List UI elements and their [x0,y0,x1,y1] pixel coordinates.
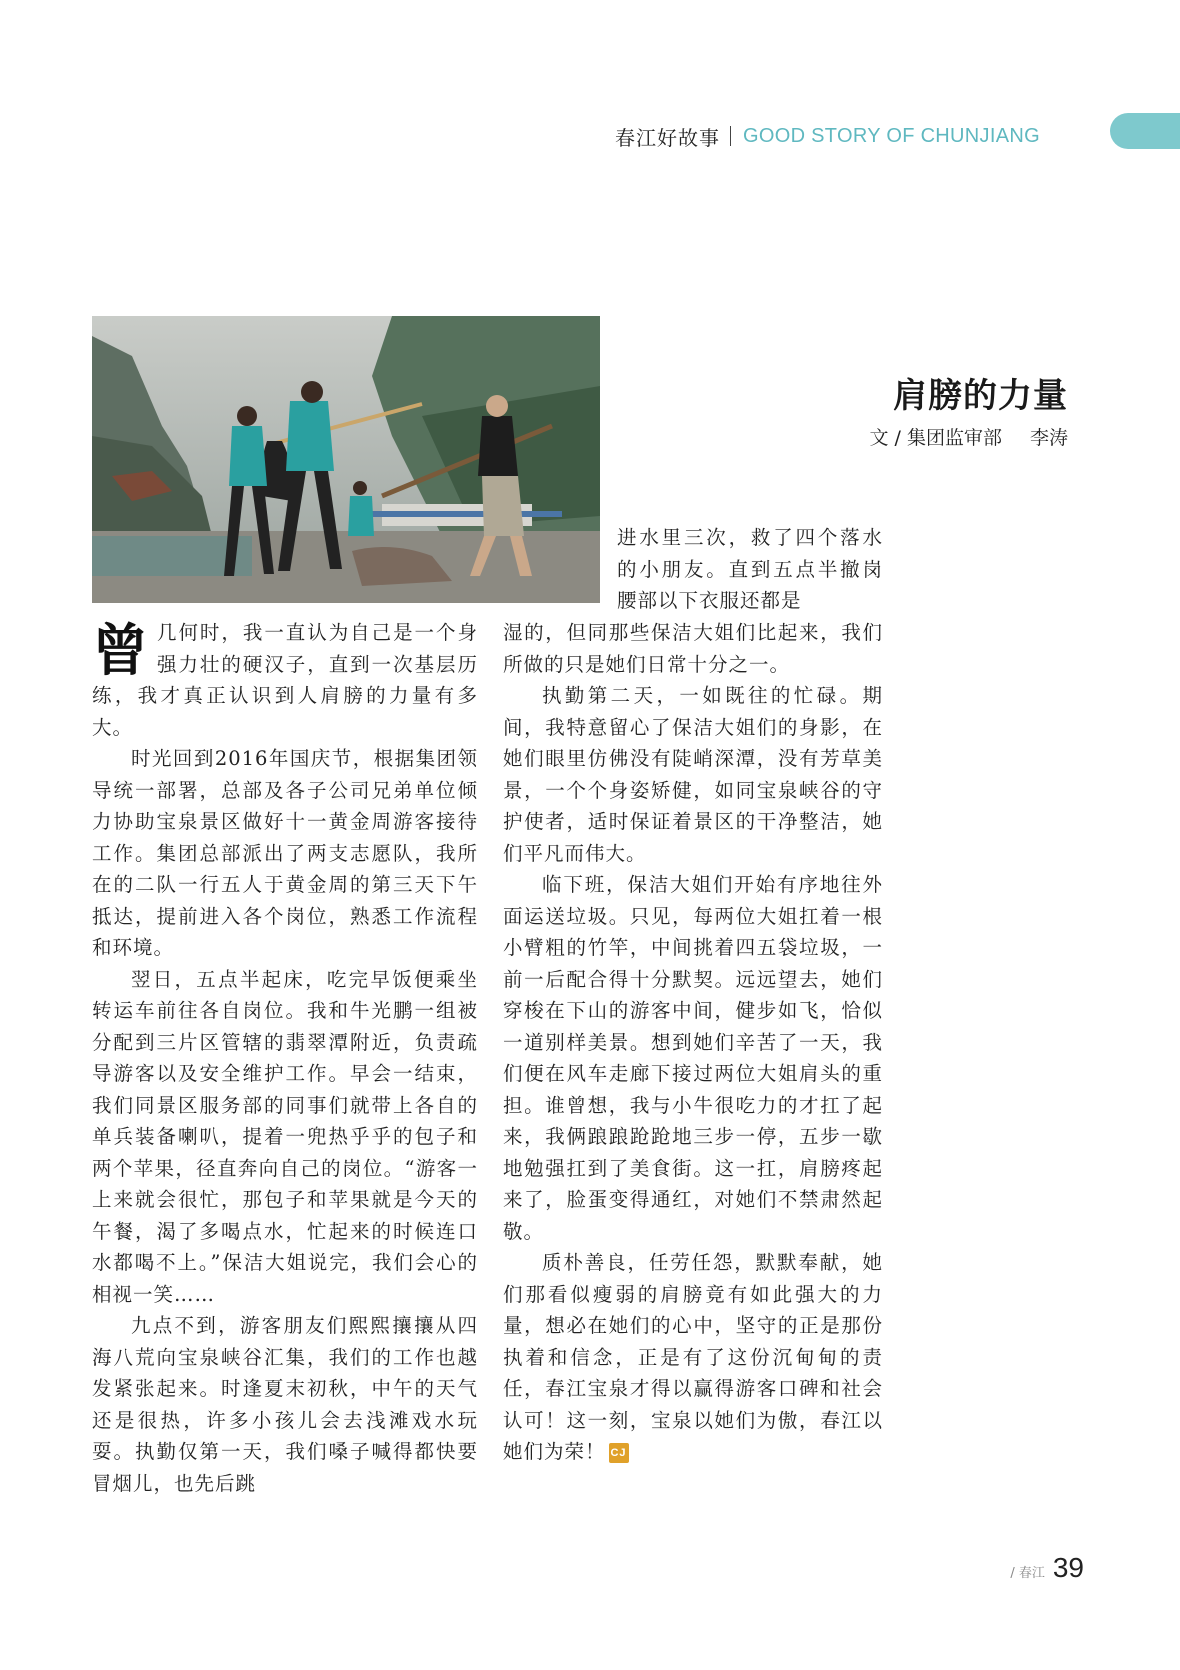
paragraph [92,617,478,743]
section-tab [1110,113,1180,149]
end-mark-icon: CJ [609,1443,629,1463]
landscape-photo-icon [92,316,600,603]
paragraph: 湿的，但同那些保洁大姐们比起来，我们所做的只是她们日常十分之一。 [503,621,883,676]
article-column-right-top [617,522,883,617]
article-photo [92,316,600,603]
article-column-right [503,617,883,1468]
article-column-left [92,617,478,1499]
article-title: 肩膀的力量 [893,376,1068,416]
paragraph: 临下班，保洁大姐们开始有序地往外面运送垃圾。只见，每两位大姐扛着一根小臂粗的竹竿，中间挑着四五袋垃圾，一前一后配合得十分默契。远远望去，她们穿梭在下山的游客中间，健步如飞，恰似一道别样美景。想到她们辛苦了一天，我们便在风车走廊下接过两位大姐肩头的重担。谁曾想，我与小牛很吃力的才扛了起来，我俩踉踉跄跄地三步一停，五步一歇地勉强扛到了美食街。这一扛，肩膀疼起来了，脸蛋变得通红，对她们不禁肃然起敬。 [503,873,883,1243]
footer-magazine-label: / 春江 [1010,1566,1045,1581]
drop-cap: 曾 [92,618,149,684]
paragraph: 进水里三次，救了四个落水的小朋友。直到五点半撤岗腰部以下衣服还都是 [617,526,883,612]
section-header [615,120,1040,152]
page-footer [1010,1552,1084,1584]
paragraph: 执勤第二天，一如既往的忙碌。期间，我特意留心了保洁大姐们的身影，在她们眼里仿佛没有陡峭深潭，没有芳草美景，一个个身姿矫健，如同宝泉峡谷的守护使者，适时保证着景区的干净整洁，她们平凡而伟大。 [503,684,883,865]
paragraph [503,1247,883,1468]
header-divider [730,126,731,146]
paragraph-text: 质朴善良，任劳任怨，默默奉献，她们那看似瘦弱的肩膀竟有如此强大的力量，想必在她们的心中，坚守的正是那份执着和信念，正是有了这份沉甸甸的责任，春江宝泉才得以赢得游客口碑和社会认可！这一刻，宝泉以她们为傲，春江以她们为荣！ [503,1251,883,1463]
paragraph: 翌日，五点半起床，吃完早饭便乘坐转运车前往各自岗位。我和牛光鹏一组被分配到三片区管辖的翡翠潭附近，负责疏导游客以及安全维护工作。早会一结束，我们同景区服务部的同事们就带上各自的单兵装备喇叭，提着一兜热乎乎的包子和两个苹果，径直奔向自己的岗位。“游客一上来就会很忙，那包子和苹果就是今天的午餐，渴了多喝点水，忙起来的时候连口水都喝不上。”保洁大姐说完，我们会心的相视一笑…… [92,967,478,1306]
paragraph-text: 几何时，我一直认为自己是一个身强力壮的硬汉子，直到一次基层历练，我才真正认识到人肩膀的力量有多大。 [92,621,478,739]
byline-department: 文 / 集团监审部 [869,427,1002,449]
page-number: 39 [1052,1552,1084,1583]
byline-author: 李涛 [1029,427,1068,449]
byline [870,423,1069,450]
section-title-cn: 春江好故事 [615,125,720,150]
paragraph: 时光回到2016年国庆节，根据集团领导统一部署，总部及各子公司兄弟单位倾力协助宝泉景区做好十一黄金周游客接待工作。集团总部派出了两支志愿队，我所在的二队一行五人于黄金周的第三天下午抵达，提前进入各个岗位，熟悉工作流程和环境。 [92,747,478,959]
section-title-en: GOOD STORY OF CHUNJIANG [743,124,1040,147]
paragraph: 九点不到，游客朋友们熙熙攘攘从四海八荒向宝泉峡谷汇集，我们的工作也越发紧张起来。时逢夏末初秋，中午的天气还是很热，许多小孩儿会去浅滩戏水玩耍。执勤仅第一天，我们嗓子喊得都快要冒烟儿，也先后跳 [92,1314,478,1495]
